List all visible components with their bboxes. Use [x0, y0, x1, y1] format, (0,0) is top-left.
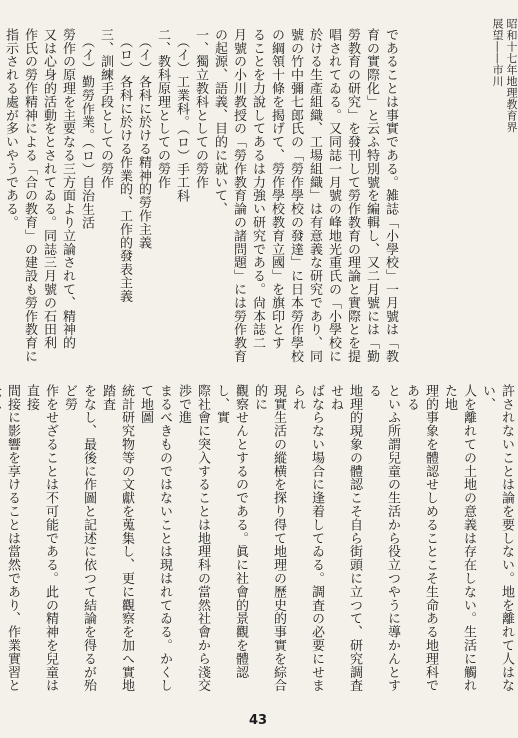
text-line: 觀察せんとするのである。眞に社會的景觀を體認し、實 [214, 384, 248, 679]
text-line: 月號の小川教授の「勞作教育論の諸問題」には勞作教育 [231, 28, 246, 363]
text-line: 際社會に突入することは地理科の當然社會から淺交渉で進 [176, 384, 210, 693]
text-line: の起源、語義、目的に就いて、 [212, 28, 227, 216]
text-line: 號の竹中彌七郎氏の「勞作學校の發達」に日本勞作學校 [288, 28, 303, 363]
text-line: 勞教育の研究」を發刊して勞作教育の理論と實際とを提 [345, 28, 360, 363]
text-line: であることは事實である。雑誌「小學校」一月號は「教 [383, 28, 398, 363]
text-line: といふ所謂兒童の生活から役立つやうに導かんとする [366, 384, 400, 693]
text-line: 現實生活の縱横を探り得て地理の歷史的事實を綜合的に [252, 384, 286, 693]
running-head: 昭和十七年地理教育界展望――市川 [491, 18, 518, 133]
text-line: まるべきものではないことは現はれてゐる。かくして地圖 [138, 384, 172, 693]
text-line: の綱領十條を揭げて、勞作學校教育立國」を旗印とす [269, 28, 284, 350]
list-subitem: （ロ）各科に於ける作業的、工作的發表主義 [117, 28, 132, 303]
lower-text-block [5, 384, 516, 694]
text-line: 人を離れての土地の意義は存在しない。生活に觸れた地 [442, 384, 476, 693]
text-line: 育の實際化」と云ふ特別號を編輯し、又二月號には「勤 [364, 28, 379, 363]
text-line: 統計研究物等の文獻を蒐集し、更に觀察を加へ實地踏査 [100, 384, 134, 693]
text-line: 於ける生產組織、工場組織」は有意義な研究であり、同 [307, 28, 322, 363]
upper-text-block [3, 28, 400, 364]
list-item: 一、獨立教科としての勞作 [193, 28, 208, 189]
list-subitem: （イ）各科に於ける精神的勞作主義 [136, 28, 151, 250]
text-line: 地理的現象の體認こそ自ら街頭に立つて、研究調査せね [328, 384, 362, 693]
text-line: ばならない場合に逢着してゐる。調査の必要にせまられ [290, 384, 324, 693]
list-subitem: （イ）工業科。（ロ）手工科 [174, 28, 189, 203]
list-item: 三、訓練手段としての勞作 [98, 28, 113, 189]
text-line: 間接に影響を享けることは當然であり、作業實習と [5, 384, 20, 693]
text-line: 唱されてゐる。又同誌一月號の峰地光重氏の「小學校に [326, 28, 341, 363]
text-line: 作氏の勞作精神による「合の教育」の建設も勞作教育に [22, 28, 37, 363]
text-line: ることを力說してあるは力強い研究である。尙本誌二 [250, 28, 265, 350]
text-line: 勞作の原理を主要なる三方面より立論されて、精神的 [60, 28, 75, 350]
text-line [0, 28, 1, 364]
text-line: 指示される處が多いやうである。 [3, 28, 18, 229]
list-subitem: （イ）勤勞作業。（ロ）自治生活 [79, 28, 94, 230]
text-line: 許されないことは論を要しない。地を離れて人はない、 [480, 384, 514, 693]
text-line: をなし、最後に作圖と記述に依つて結論を得るが殆ど勞 [62, 384, 96, 693]
list-item: 二、教科原理としての勞作 [155, 28, 170, 189]
text-line: 作をせざることは不可能である。此の精神を兒童は直接 [24, 384, 58, 693]
text-line: 理的事象を體認せしめることこそ生命ある地理科である [404, 384, 438, 693]
text-line: 又は心身的活動をとされてゐる。同誌三月號の石田利 [41, 28, 56, 350]
page-number: 43 [248, 713, 268, 728]
